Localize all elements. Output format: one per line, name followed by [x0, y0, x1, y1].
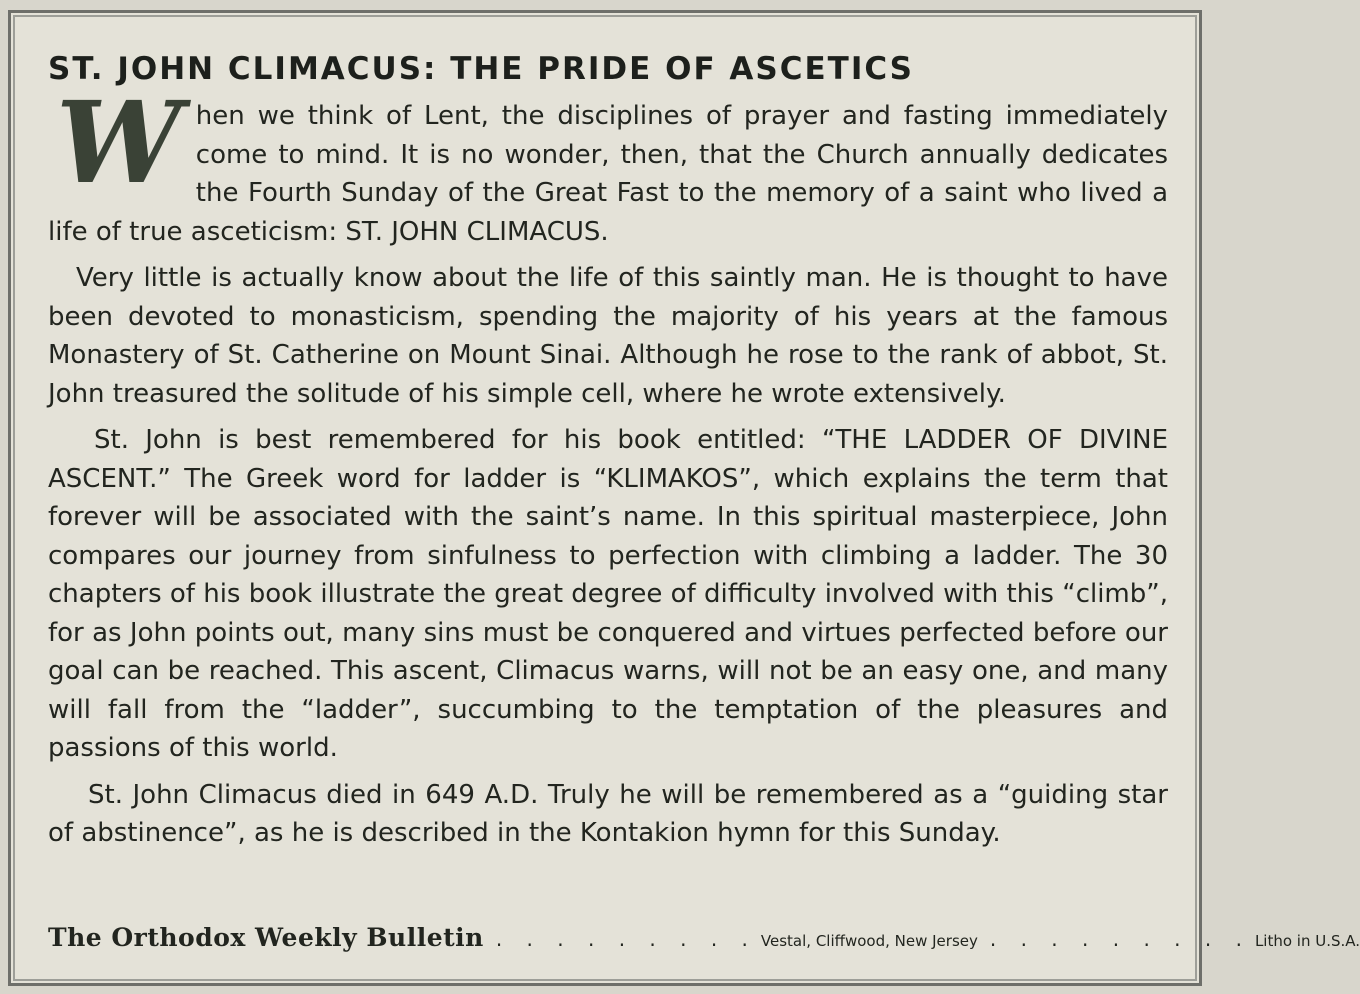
- dot-leader: . . . . . . . . .: [495, 927, 757, 951]
- bulletin-page: [8, 10, 1360, 986]
- litho-note: Litho in U.S.A.: [1254, 932, 1360, 950]
- publisher-location: Vestal, Cliffwood, New Jersey: [760, 932, 978, 950]
- article: [48, 49, 1168, 853]
- paragraph-3: St. John is best remembered for his book entitled: “THE LADDER OF DIVINE ASCENT.” The Greek word for ladder is “KLIMAKOS”, which explains the term that forever will be associated with the saint’s name. In this spiritual masterpiece, John compares our journey from sinfulness to perfection with climbing a ladder. The 30 chapters of his book illustrate the great degree of difficulty involved with this “climb”, for as John points out, many sins must be conquered and virtues perfected before our goal can be reached. This ascent, Climacus warns, will not be an easy one, and many will fall from the “ladder”, succumbing to the temptation of the pleasures and passions of this world.: [48, 425, 1168, 763]
- paragraph-4: St. John Climacus died in 649 A.D. Truly he will be remembered as a “guiding star of abstinence”, as he is described in the Kontakion hymn for this Sunday.: [48, 779, 1168, 848]
- paragraph-1: [48, 78, 1168, 251]
- dot-leader: . . . . . . . . .: [989, 927, 1251, 951]
- article-title: ST. JOHN CLIMACUS: THE PRIDE OF ASCETICS: [48, 51, 915, 87]
- paragraph-1-text: hen we think of Lent, the disciplines of prayer and fasting immediately come to mind. It is no wonder, then, that the Church annually dedicates the Fourth Sunday of the Great Fast to the memory of a saint who lived a life of true asceticism: ST. JOHN CLIMACUS.: [48, 101, 1168, 247]
- publication-name: The Orthodox Weekly Bulletin: [48, 923, 484, 952]
- footer: [48, 923, 1360, 952]
- drop-cap: W: [56, 78, 176, 209]
- paragraph-2: Very little is actually know about the life of this saintly man. He is thought to have been devoted to monasticism, spending the majority of his years at the famous Monastery of St. Catherine on Mount Sinai. Although he rose to the rank of abbot, St. John treasured the solitude of his simple cell, where he wrote extensively.: [48, 263, 1168, 409]
